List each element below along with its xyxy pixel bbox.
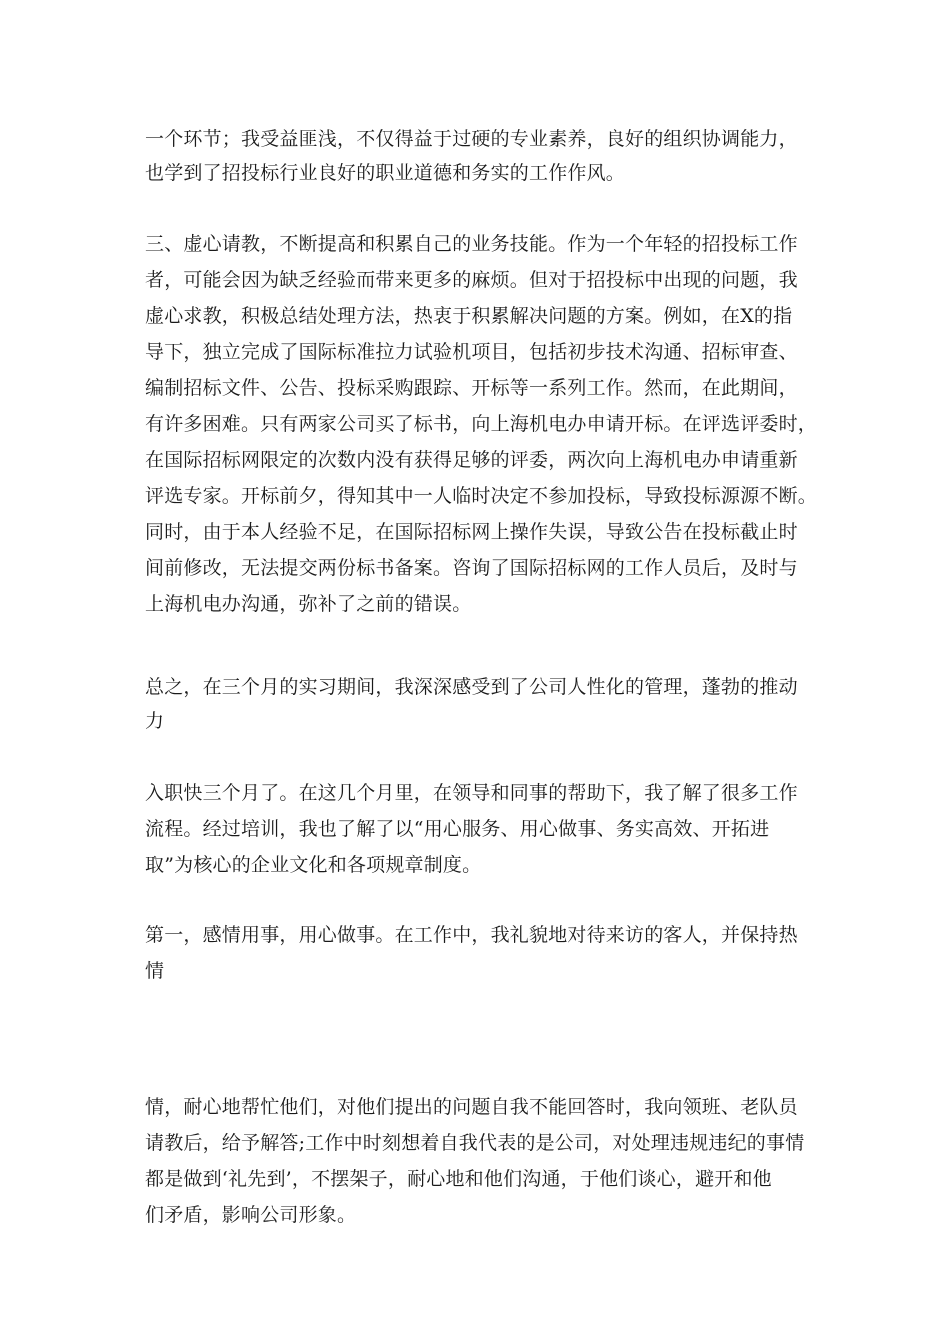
paragraph-5-line-2: 情 xyxy=(145,960,165,982)
paragraph-6-line-3: 都是做到‘礼先到’，不摆架子，耐心地和他们沟通，于他们谈心，避开和他 xyxy=(145,1168,772,1190)
paragraph-2-line-8: 评选专家。开标前夕，得知其中一人临时决定不参加投标，导致投标源源不断。 xyxy=(145,485,818,507)
paragraph-2-line-10: 间前修改，无法提交两份标书备案。咨询了国际招标网的工作人员后，及时与 xyxy=(145,557,798,579)
paragraph-5-line-1: 第一，感情用事，用心做事。在工作中，我礼貌地对待来访的客人，并保持热 xyxy=(145,924,798,946)
paragraph-2-line-11: 上海机电办沟通，弥补了之前的错误。 xyxy=(145,593,472,615)
paragraph-3-line-2: 力 xyxy=(145,710,165,732)
paragraph-1-line-1: 一个环节；我受益匪浅，不仅得益于过硬的专业素养，良好的组织协调能力， xyxy=(145,128,798,150)
paragraph-2-line-1: 三、虚心请教，不断提高和积累自己的业务技能。作为一个年轻的招投标工作 xyxy=(145,233,798,255)
paragraph-2-line-2: 者，可能会因为缺乏经验而带来更多的麻烦。但对于招投标中出现的问题，我 xyxy=(145,269,798,291)
paragraph-6-line-2: 请教后，给予解答;工作中时刻想着自我代表的是公司，对处理违规违纪的事情 xyxy=(145,1132,805,1154)
paragraph-4-line-2: 流程。经过培训，我也了解了以“用心服务、用心做事、务实高效、开拓进 xyxy=(145,818,770,840)
paragraph-4-line-3: 取”为核心的企业文化和各项规章制度。 xyxy=(145,854,482,876)
paragraph-2-line-9: 同时，由于本人经验不足，在国际招标网上操作失误，导致公告在投标截止时 xyxy=(145,521,798,543)
paragraph-2-line-5: 编制招标文件、公告、投标采购跟踪、开标等一系列工作。然而，在此期间， xyxy=(145,377,798,399)
paragraph-2-line-7: 在国际招标网限定的次数内没有获得足够的评委，两次向上海机电办申请重新 xyxy=(145,449,798,471)
paragraph-2-line-4: 导下，独立完成了国际标准拉力试验机项目，包括初步技术沟通、招标审查、 xyxy=(145,341,798,363)
paragraph-2-line-3: 虚心求教，积极总结处理方法，热衷于积累解决问题的方案。例如，在X的指 xyxy=(145,305,793,327)
paragraph-6-line-4: 们矛盾，影响公司形象。 xyxy=(145,1204,357,1226)
paragraph-2-line-6: 有许多困难。只有两家公司买了标书，向上海机电办申请开标。在评选评委时， xyxy=(145,413,818,435)
paragraph-3-line-1: 总之，在三个月的实习期间，我深深感受到了公司人性化的管理，蓬勃的推动 xyxy=(145,676,798,698)
paragraph-4-line-1: 入职快三个月了。在这几个月里，在领导和同事的帮助下，我了解了很多工作 xyxy=(145,782,798,804)
paragraph-1-line-2: 也学到了招投标行业良好的职业道德和务实的工作作风。 xyxy=(145,162,626,184)
paragraph-6-line-1: 情，耐心地帮忙他们，对他们提出的问题自我不能回答时，我向领班、老队员 xyxy=(145,1096,798,1118)
